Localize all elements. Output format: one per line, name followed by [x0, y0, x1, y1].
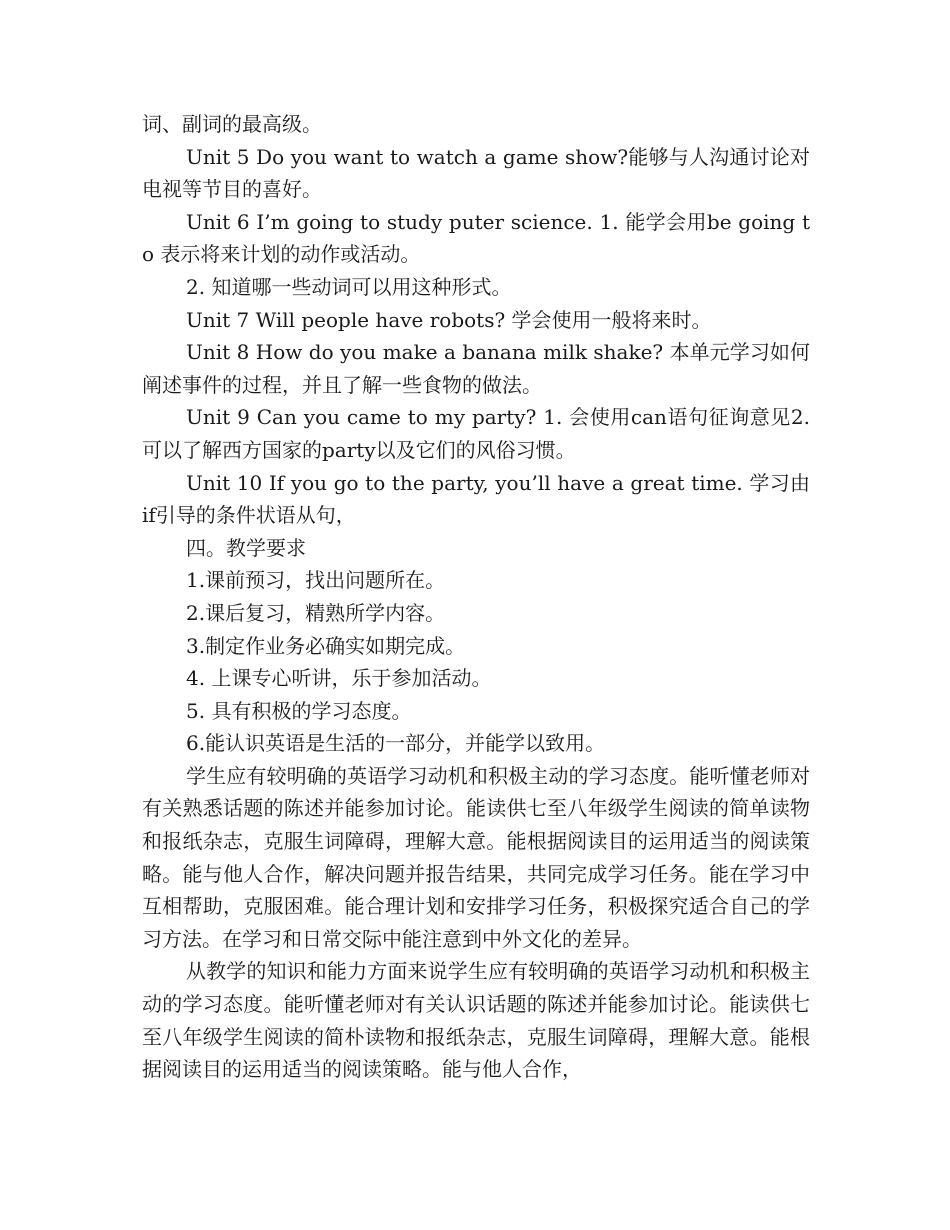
unit-6-point-2: 2. 知道哪一些动词可以用这种形式。 [186, 274, 512, 299]
unit-9-paragraph: Unit 9 Can you came to my party? 1. 会使用can语句征询意见2. 可以了解西方国家的party以及它们的风俗习惯。 [142, 405, 810, 462]
requirement-item-5: 5. 具有积极的学习态度。 [186, 698, 412, 723]
body-paragraph-knowledge-ability: 从教学的知识和能力方面来说学生应有较明确的英语学习动机和积极主动的学习态度。能听懂老师对有关认识话题的陈述并能参加讨论。能读供七至八年级学生阅读的简朴读物和报纸杂志，克服生词障碍，理解大意。能根据阅读目的运用适当的阅读策略。能与他人合作， [142, 959, 810, 1082]
requirement-item-6: 6.能认识英语是生活的一部分，并能学以致用。 [186, 731, 606, 756]
unit-6-paragraph: Unit 6 I’m going to study puter science. 1. 能学会用be going to 表示将来计划的动作或活动。 [142, 209, 810, 267]
text-continuation: 词、副词的最高级。 [142, 112, 322, 136]
unit-5-paragraph: Unit 5 Do you want to watch a game show?能够与人沟通讨论对电视等节目的喜好。 [142, 144, 810, 202]
unit-8-paragraph: Unit 8 How do you make a banana milk shake? 本单元学习如何阐述事件的过程，并且了解一些食物的做法。 [142, 340, 810, 397]
requirement-item-1: 1.课前预习，找出问题所在。 [186, 568, 446, 593]
unit-10-paragraph: Unit 10 If you go to the party, you’ll have a great time. 学习由if引导的条件状语从句， [142, 470, 810, 528]
requirement-item-3: 3.制定作业务必确实如期完成。 [186, 633, 466, 658]
requirement-item-2: 2.课后复习，精熟所学内容。 [186, 600, 446, 625]
document-body [142, 108, 810, 1086]
section-heading-teaching-requirements: 四。教学要求 [186, 535, 306, 560]
body-paragraph-learning-attitude: 学生应有较明确的英语学习动机和积极主动的学习态度。能听懂老师对有关熟悉话题的陈述并能参加讨论。能读供七至八年级学生阅读的简单读物和报纸杂志，克服生词障碍，理解大意。能根据阅读目的运用适当的阅读策略。能与他人合作，解决问题并报告结果，共同完成学习任务。能在学习中互相帮助，克服困难。能合理计划和安排学习任务，积极探究适合自己的学习方法。在学习和日常交际中能注意到中外文化的差异。 [142, 763, 810, 951]
unit-7-paragraph: Unit 7 Will people have robots? 学会使用一般将来时。 [186, 307, 712, 332]
requirement-item-4: 4. 上课专心听讲，乐于参加活动。 [186, 666, 492, 691]
